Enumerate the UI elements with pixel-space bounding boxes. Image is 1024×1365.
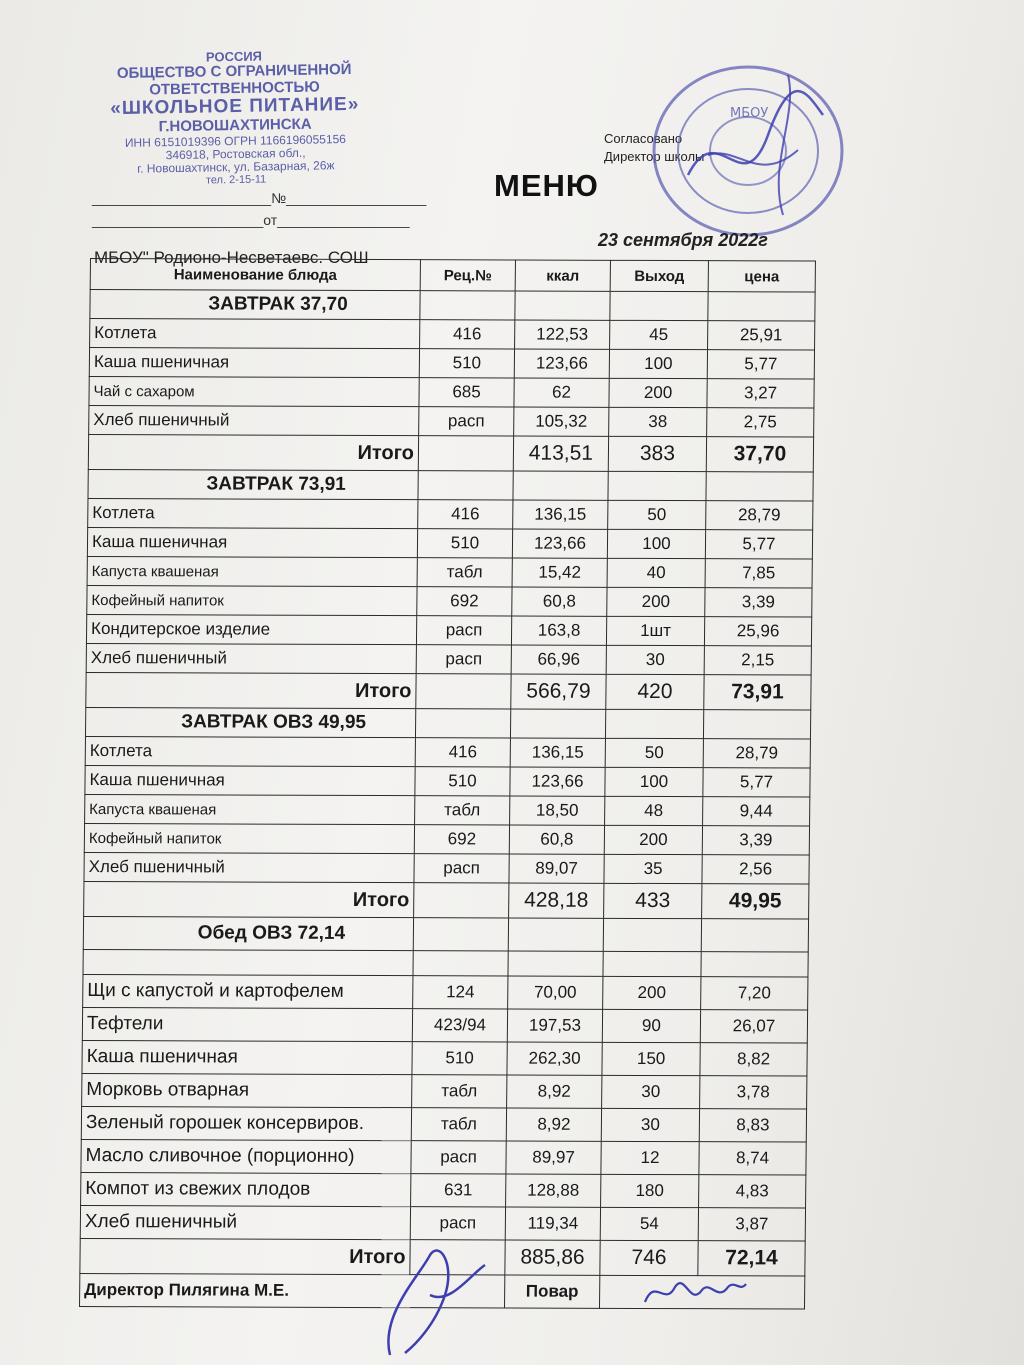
price-value: 8,82	[700, 1043, 807, 1076]
price-value: 3,27	[707, 379, 814, 408]
recipe-number: табл	[412, 1075, 507, 1108]
menu-table-body	[80, 290, 815, 1277]
dish-name: Кофейный напиток	[84, 824, 414, 854]
output-value: 50	[608, 500, 706, 529]
kcal-value: 136,15	[510, 738, 605, 767]
table-row	[86, 615, 811, 647]
output-value: 180	[601, 1174, 699, 1207]
output-value: 30	[606, 645, 704, 674]
total-kcal: 413,51	[513, 436, 608, 471]
column-header-kcal: ккал	[515, 260, 610, 291]
empty-cell	[416, 674, 511, 709]
empty-cell	[603, 918, 701, 951]
recipe-number: 685	[419, 378, 514, 407]
kcal-value: 136,15	[513, 500, 608, 529]
table-row	[81, 1140, 806, 1176]
empty-cell	[703, 710, 810, 739]
total-kcal: 566,79	[511, 674, 606, 709]
kcal-value: 119,34	[505, 1207, 600, 1240]
empty-cell	[610, 291, 708, 320]
dish-name: Хлеб пшеничный	[84, 853, 414, 883]
kcal-value: 70,00	[508, 976, 603, 1009]
dish-name: Котлета	[88, 499, 418, 529]
total-row	[88, 435, 813, 473]
recipe-number: 416	[420, 320, 515, 349]
empty-cell	[83, 950, 413, 976]
dish-name: Хлеб пшеничный	[89, 406, 419, 436]
price-value: 2,75	[707, 408, 814, 437]
stamp-address-1: 346918, Ростовская обл.,	[165, 145, 306, 163]
recipe-number: табл	[411, 1108, 506, 1141]
dish-name: Зеленый горошек консервиров.	[81, 1107, 411, 1141]
table-row	[90, 319, 815, 351]
recipe-number: 416	[418, 500, 513, 529]
price-value: 5,77	[707, 350, 814, 379]
total-label: Итого	[86, 673, 416, 709]
stamp-phone: тел. 2-15-11	[205, 173, 267, 187]
reg-no-label: №	[271, 190, 287, 206]
organization-stamp	[89, 47, 381, 188]
kcal-value: 15,42	[512, 558, 607, 587]
output-value: 90	[602, 1009, 700, 1042]
empty-cell	[418, 471, 513, 500]
recipe-number: 510	[415, 767, 510, 796]
total-row	[86, 673, 811, 711]
menu-title: МЕНЮ	[494, 168, 599, 203]
recipe-number: 416	[415, 738, 510, 767]
output-value: 12	[601, 1141, 699, 1174]
output-value: 100	[605, 767, 703, 796]
output-value: 30	[601, 1108, 699, 1141]
table-row	[87, 586, 812, 618]
table-row	[89, 348, 814, 380]
kcal-value: 60,8	[512, 587, 607, 616]
kcal-value: 18,50	[510, 796, 605, 825]
total-price: 37,70	[706, 437, 813, 472]
dish-name: Котлета	[85, 737, 415, 767]
output-value: 38	[609, 407, 707, 436]
recipe-number: 510	[417, 529, 512, 558]
round-seal	[648, 55, 858, 245]
table-row	[84, 824, 809, 856]
section-header-row	[90, 290, 815, 322]
registration-number-line: _______________________№__________________	[92, 190, 427, 206]
recipe-number: 124	[413, 976, 508, 1009]
kcal-value: 128,88	[506, 1174, 601, 1207]
table-row	[81, 1173, 806, 1209]
signature-row	[80, 1274, 805, 1310]
kcal-value: 105,32	[514, 407, 609, 436]
kcal-value: 262,30	[507, 1042, 602, 1075]
output-value: 45	[610, 320, 708, 349]
output-value: 35	[604, 854, 702, 883]
total-row	[80, 1239, 805, 1277]
output-value: 1шт	[606, 616, 704, 645]
price-value: 9,44	[703, 797, 810, 826]
cook-label: Повар	[504, 1275, 599, 1308]
stamp-country: РОССИЯ	[205, 48, 263, 65]
cook-signature-cell	[599, 1275, 804, 1309]
table-row	[89, 406, 814, 438]
empty-cell	[708, 292, 815, 321]
output-value: 48	[605, 796, 703, 825]
empty-cell	[706, 472, 813, 501]
table-row	[87, 557, 812, 589]
dish-name: Компот из свежих плодов	[81, 1173, 411, 1207]
table-header-row	[90, 259, 815, 293]
empty-cell	[605, 709, 703, 738]
dish-name: Кондитерское изделие	[86, 615, 416, 645]
total-output: 383	[608, 436, 706, 471]
recipe-number: табл	[415, 796, 510, 825]
output-value: 200	[604, 825, 702, 854]
table-row	[83, 975, 808, 1011]
kcal-value: 123,66	[514, 349, 609, 378]
approval-line-2: Директор школы	[604, 148, 705, 164]
empty-cell	[603, 951, 701, 976]
dish-name: Каша пшеничная	[82, 1041, 412, 1075]
column-header-price: цена	[708, 261, 815, 292]
section-header-row	[83, 917, 808, 953]
recipe-number: расп	[416, 645, 511, 674]
recipe-number: 423/94	[412, 1009, 507, 1042]
section-title: ЗАВТРАК ОВЗ 49,95	[85, 708, 415, 738]
total-price: 72,14	[698, 1241, 805, 1276]
price-value: 25,96	[704, 617, 811, 646]
dish-name: Чай с сахаром	[89, 377, 419, 407]
director-label: Директор Пилягина М.Е.	[80, 1274, 505, 1308]
dish-name: Хлеб пшеничный	[86, 644, 416, 674]
column-header-output: Выход	[610, 260, 708, 291]
price-value: 4,83	[699, 1175, 806, 1208]
total-output: 420	[606, 674, 704, 709]
registration-date-line: ______________________от_________________	[92, 212, 410, 228]
recipe-number: расп	[410, 1207, 505, 1240]
recipe-number: расп	[414, 854, 509, 883]
table-row	[86, 644, 811, 676]
total-price: 49,95	[702, 884, 809, 919]
empty-cell	[701, 952, 808, 977]
price-value: 8,83	[699, 1109, 806, 1142]
recipe-number: расп	[411, 1141, 506, 1174]
empty-cell	[515, 291, 610, 320]
seal-text: МБОУ	[730, 106, 769, 121]
output-value: 50	[605, 738, 703, 767]
dish-name: Каша пшеничная	[87, 528, 417, 558]
recipe-number: табл	[417, 558, 512, 587]
stamp-line-1: ОБЩЕСТВО С ОГРАНИЧЕННОЙ	[116, 61, 352, 83]
empty-cell	[608, 471, 706, 500]
menu-table-wrapper	[79, 258, 815, 1310]
kcal-value: 8,92	[507, 1075, 602, 1108]
section-header-row	[85, 708, 810, 740]
kcal-value: 123,66	[510, 767, 605, 796]
section-title: Обед ОВЗ 72,14	[83, 917, 413, 951]
total-kcal: 885,86	[505, 1240, 600, 1275]
table-row	[82, 1074, 807, 1110]
price-value: 5,77	[705, 530, 812, 559]
price-value: 5,77	[703, 768, 810, 797]
recipe-number: расп	[419, 407, 514, 436]
total-output: 433	[604, 883, 702, 918]
empty-cell	[410, 1240, 505, 1275]
empty-cell	[513, 471, 608, 500]
recipe-number: 631	[411, 1174, 506, 1207]
menu-date: 23 сентября 2022г	[598, 230, 768, 250]
kcal-value: 89,07	[509, 854, 604, 883]
total-label: Итого	[80, 1239, 410, 1275]
output-value: 30	[602, 1075, 700, 1108]
empty-cell	[413, 951, 508, 976]
dish-name: Морковь отварная	[82, 1074, 412, 1108]
table-row	[88, 499, 813, 531]
section-title: ЗАВТРАК 73,91	[88, 470, 418, 500]
dish-name: Капуста квашеная	[85, 795, 415, 825]
dish-name: Котлета	[90, 319, 420, 349]
stamp-org-name: «ШКОЛЬНОЕ ПИТАНИЕ»	[110, 94, 360, 120]
stamp-line-2: ОТВЕТСТВЕННОСТЬЮ	[149, 78, 320, 99]
total-row	[84, 882, 809, 920]
table-row	[82, 1008, 807, 1044]
empty-cell	[418, 436, 513, 471]
table-row	[85, 795, 810, 827]
dish-name: Кофейный напиток	[87, 586, 417, 616]
kcal-value: 8,92	[506, 1108, 601, 1141]
output-value: 40	[607, 558, 705, 587]
output-value: 200	[603, 976, 701, 1009]
recipe-number: 510	[412, 1042, 507, 1075]
table-row	[85, 737, 810, 769]
section-header-row	[88, 470, 813, 502]
output-value: 200	[609, 378, 707, 407]
price-value: 3,39	[702, 826, 809, 855]
price-value: 26,07	[700, 1010, 807, 1043]
dish-name: Щи с капустой и картофелем	[83, 975, 413, 1009]
total-output: 746	[600, 1240, 698, 1275]
column-header-recipe: Рец.№	[420, 260, 515, 291]
empty-cell	[508, 951, 603, 976]
price-value: 7,20	[701, 977, 808, 1010]
table-row	[84, 853, 809, 885]
kcal-value: 60,8	[509, 825, 604, 854]
stamp-city: Г.НОВОШАХТИНСКА	[158, 115, 312, 136]
price-value: 7,85	[705, 559, 812, 588]
spacer-row	[83, 950, 808, 978]
total-label: Итого	[88, 435, 418, 471]
kcal-value: 89,97	[506, 1141, 601, 1174]
kcal-value: 62	[514, 378, 609, 407]
output-value: 100	[607, 529, 705, 558]
recipe-number: расп	[416, 616, 511, 645]
output-value: 150	[602, 1042, 700, 1075]
reg-from-label: от	[263, 212, 278, 228]
dish-name: Тефтели	[82, 1008, 412, 1042]
empty-cell	[701, 919, 808, 952]
total-price: 73,91	[704, 675, 811, 710]
price-value: 3,78	[700, 1076, 807, 1109]
empty-cell	[508, 918, 603, 951]
dish-name: Каша пшеничная	[85, 766, 415, 796]
stamp-ids: ИНН 6151019396 ОГРН 1166196055156	[124, 131, 347, 150]
stamp-address-2: г. Новошахтинск, ул. Базарная, 26ж	[137, 158, 335, 176]
price-value: 28,79	[706, 501, 813, 530]
dish-name: Капуста квашеная	[87, 557, 417, 587]
dish-name: Масло сливочное (порционно)	[81, 1140, 411, 1174]
total-kcal: 428,18	[509, 883, 604, 918]
output-value: 54	[600, 1207, 698, 1240]
table-row	[89, 377, 814, 409]
price-value: 8,74	[699, 1142, 806, 1175]
kcal-value: 123,66	[512, 529, 607, 558]
price-value: 28,79	[703, 739, 810, 768]
table-row	[81, 1107, 806, 1143]
output-value: 200	[607, 587, 705, 616]
kcal-value: 66,96	[511, 645, 606, 674]
kcal-value: 197,53	[507, 1009, 602, 1042]
kcal-value: 122,53	[515, 320, 610, 349]
price-value: 3,87	[698, 1208, 805, 1241]
table-row	[82, 1041, 807, 1077]
section-title: ЗАВТРАК 37,70	[90, 290, 420, 320]
empty-cell	[414, 883, 509, 918]
recipe-number: 692	[417, 587, 512, 616]
dish-name: Хлеб пшеничный	[80, 1206, 410, 1240]
empty-cell	[510, 709, 605, 738]
price-value: 25,91	[708, 321, 815, 350]
kcal-value: 163,8	[511, 616, 606, 645]
empty-cell	[413, 918, 508, 951]
school-name: МБОУ" Родионо-Несветаевс. СОШ	[94, 248, 369, 267]
dish-name: Каша пшеничная	[89, 348, 419, 378]
output-value: 100	[609, 349, 707, 378]
table-row	[85, 766, 810, 798]
recipe-number: 510	[419, 349, 514, 378]
table-row	[80, 1206, 805, 1242]
column-header-dish: Наименование блюда	[90, 259, 420, 291]
price-value: 2,56	[702, 855, 809, 884]
menu-table	[79, 258, 816, 1310]
empty-cell	[415, 709, 510, 738]
empty-cell	[420, 291, 515, 320]
price-value: 2,15	[704, 646, 811, 675]
approval-line-1: Согласовано	[604, 131, 683, 146]
price-value: 3,39	[705, 588, 812, 617]
total-label: Итого	[84, 882, 414, 918]
recipe-number: 692	[414, 825, 509, 854]
table-row	[87, 528, 812, 560]
